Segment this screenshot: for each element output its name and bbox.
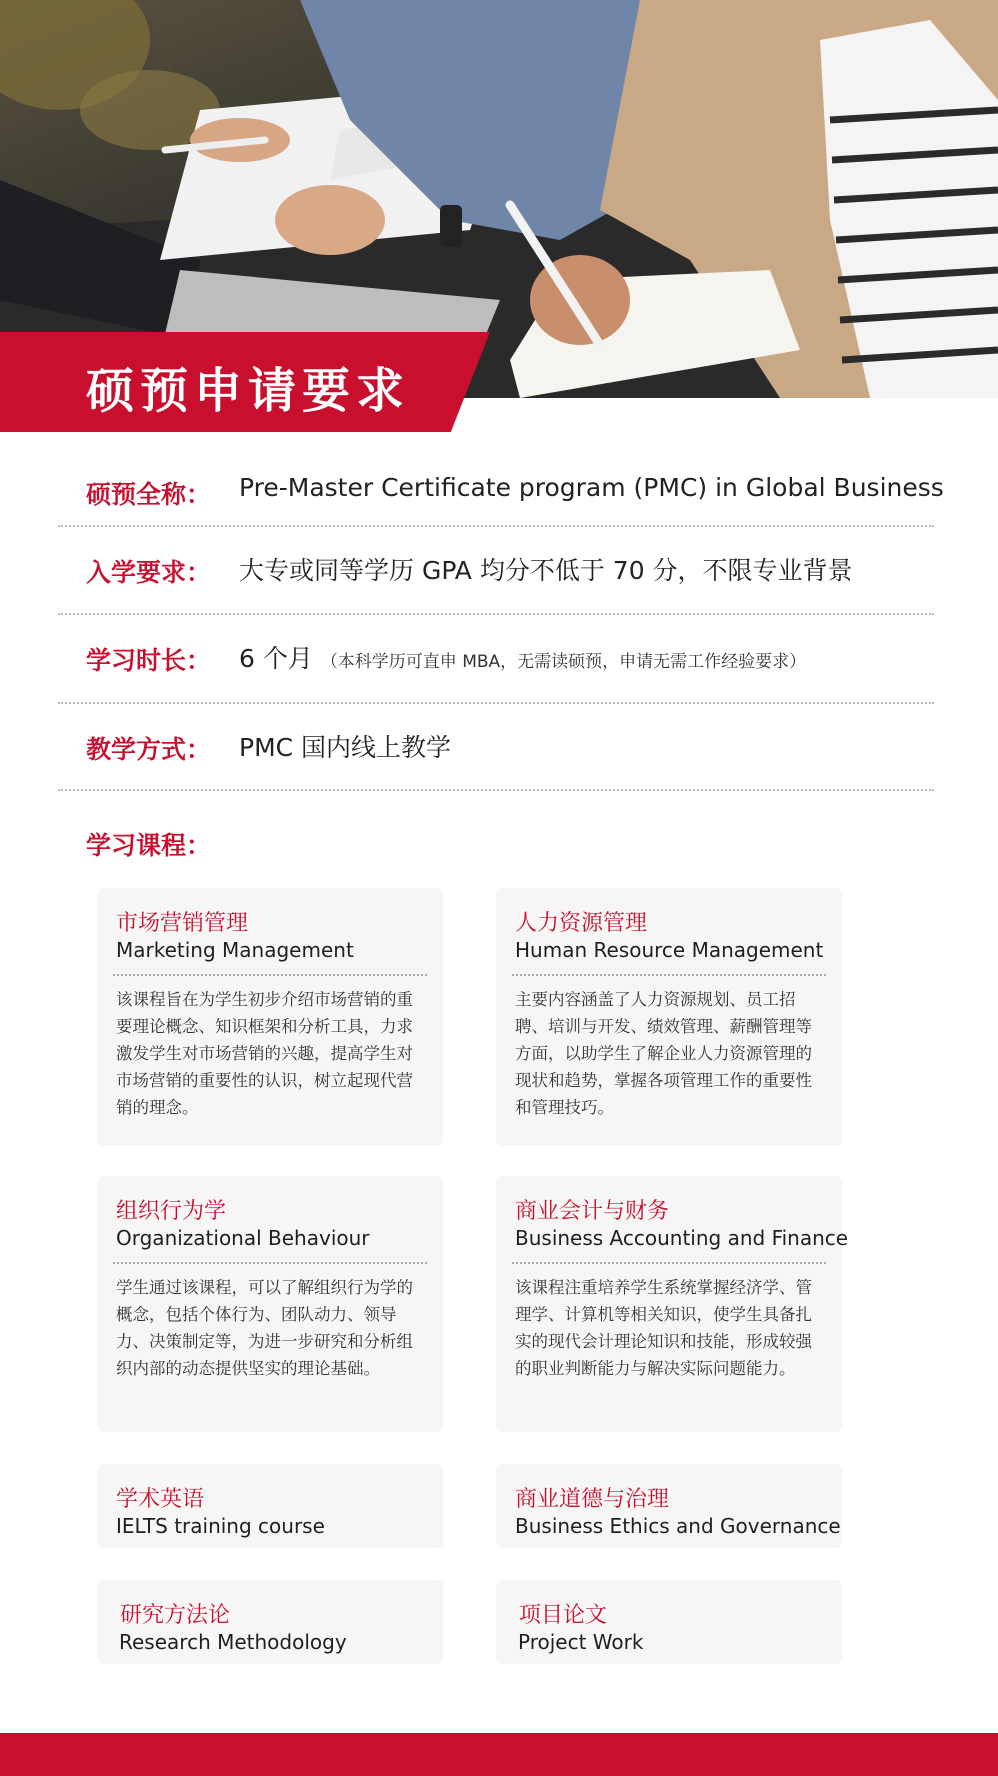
course-card	[97, 888, 443, 1146]
info-label: 学习时长：	[86, 646, 212, 675]
course-description: 该课程旨在为学生初步介绍市场营销的重要理论概念、知识框架和分析工具，力求激发学生对市场营销的兴趣，提高学生对市场营销的重要性的认识，树立起现代营销的理念。	[116, 990, 413, 1117]
info-label: 入学要求：	[86, 558, 212, 587]
course-card	[496, 1464, 842, 1548]
page-title: 硕预申请要求	[86, 363, 411, 419]
dotted-divider	[113, 1262, 427, 1264]
info-label: 教学方式：	[86, 735, 212, 764]
course-title-en: Human Resource Management	[515, 938, 824, 962]
course-title-cn: 商业会计与财务	[515, 1199, 670, 1224]
course-card	[496, 888, 842, 1146]
course-title-cn: 研究方法论	[120, 1603, 231, 1628]
course-title-cn: 学术英语	[116, 1487, 205, 1512]
info-value: Pre-Master Certificate program (PMC) in Global Business	[239, 473, 944, 502]
info-row-admission	[58, 525, 934, 615]
course-card	[496, 1580, 842, 1664]
course-title-en: IELTS training course	[116, 1514, 325, 1538]
info-value: 大专或同等学历 GPA 均分不低于 70 分，不限专业背景	[239, 556, 853, 585]
course-card	[97, 1176, 443, 1432]
course-title-cn: 商业道德与治理	[515, 1487, 670, 1512]
course-title-cn: 人力资源管理	[515, 911, 648, 936]
courses-label: 学习课程：	[86, 831, 212, 860]
course-title-en: Business Ethics and Governance	[515, 1514, 841, 1538]
course-title-en: Project Work	[518, 1630, 644, 1654]
info-row-duration	[58, 613, 934, 704]
course-card	[97, 1580, 443, 1664]
course-description: 主要内容涵盖了人力资源规划、员工招聘、培训与开发、绩效管理、薪酬管理等方面，以助学生了解企业人力资源管理的现状和趋势，掌握各项管理工作的重要性和管理技巧。	[515, 990, 812, 1117]
dotted-divider	[512, 974, 826, 976]
course-title-en: Research Methodology	[119, 1630, 347, 1654]
course-card	[97, 1464, 443, 1548]
course-description: 学生通过该课程，可以了解组织行为学的概念，包括个体行为、团队动力、领导力、决策制定等，为进一步研究和分析组织内部的动态提供坚实的理论基础。	[116, 1278, 413, 1378]
dotted-divider	[512, 1262, 826, 1264]
course-title-cn: 组织行为学	[116, 1199, 227, 1224]
info-row-teaching-mode	[58, 702, 934, 791]
course-title-en: Marketing Management	[116, 938, 354, 962]
duration-value: 6 个月	[239, 644, 313, 673]
info-label: 硕预全称：	[86, 480, 212, 509]
course-card	[496, 1176, 849, 1432]
info-value: PMC 国内线上教学	[239, 733, 452, 762]
footer-bar	[0, 1733, 998, 1776]
course-title-en: Organizational Behaviour	[116, 1226, 370, 1250]
course-title-en: Business Accounting and Finance	[515, 1226, 849, 1250]
dotted-divider	[113, 974, 427, 976]
duration-note: （本科学历可直申 MBA，无需读硕预，申请无需工作经验要求）	[320, 652, 807, 672]
course-title-cn: 项目论文	[519, 1603, 608, 1628]
info-row-full-name	[58, 465, 944, 527]
course-description: 该课程注重培养学生系统掌握经济学、管理学、计算机等相关知识，使学生具备扎实的现代会计理论知识和技能，形成较强的职业判断能力与解决实际问题能力。	[515, 1278, 812, 1378]
info-value	[239, 639, 806, 675]
course-title-cn: 市场营销管理	[116, 911, 249, 936]
